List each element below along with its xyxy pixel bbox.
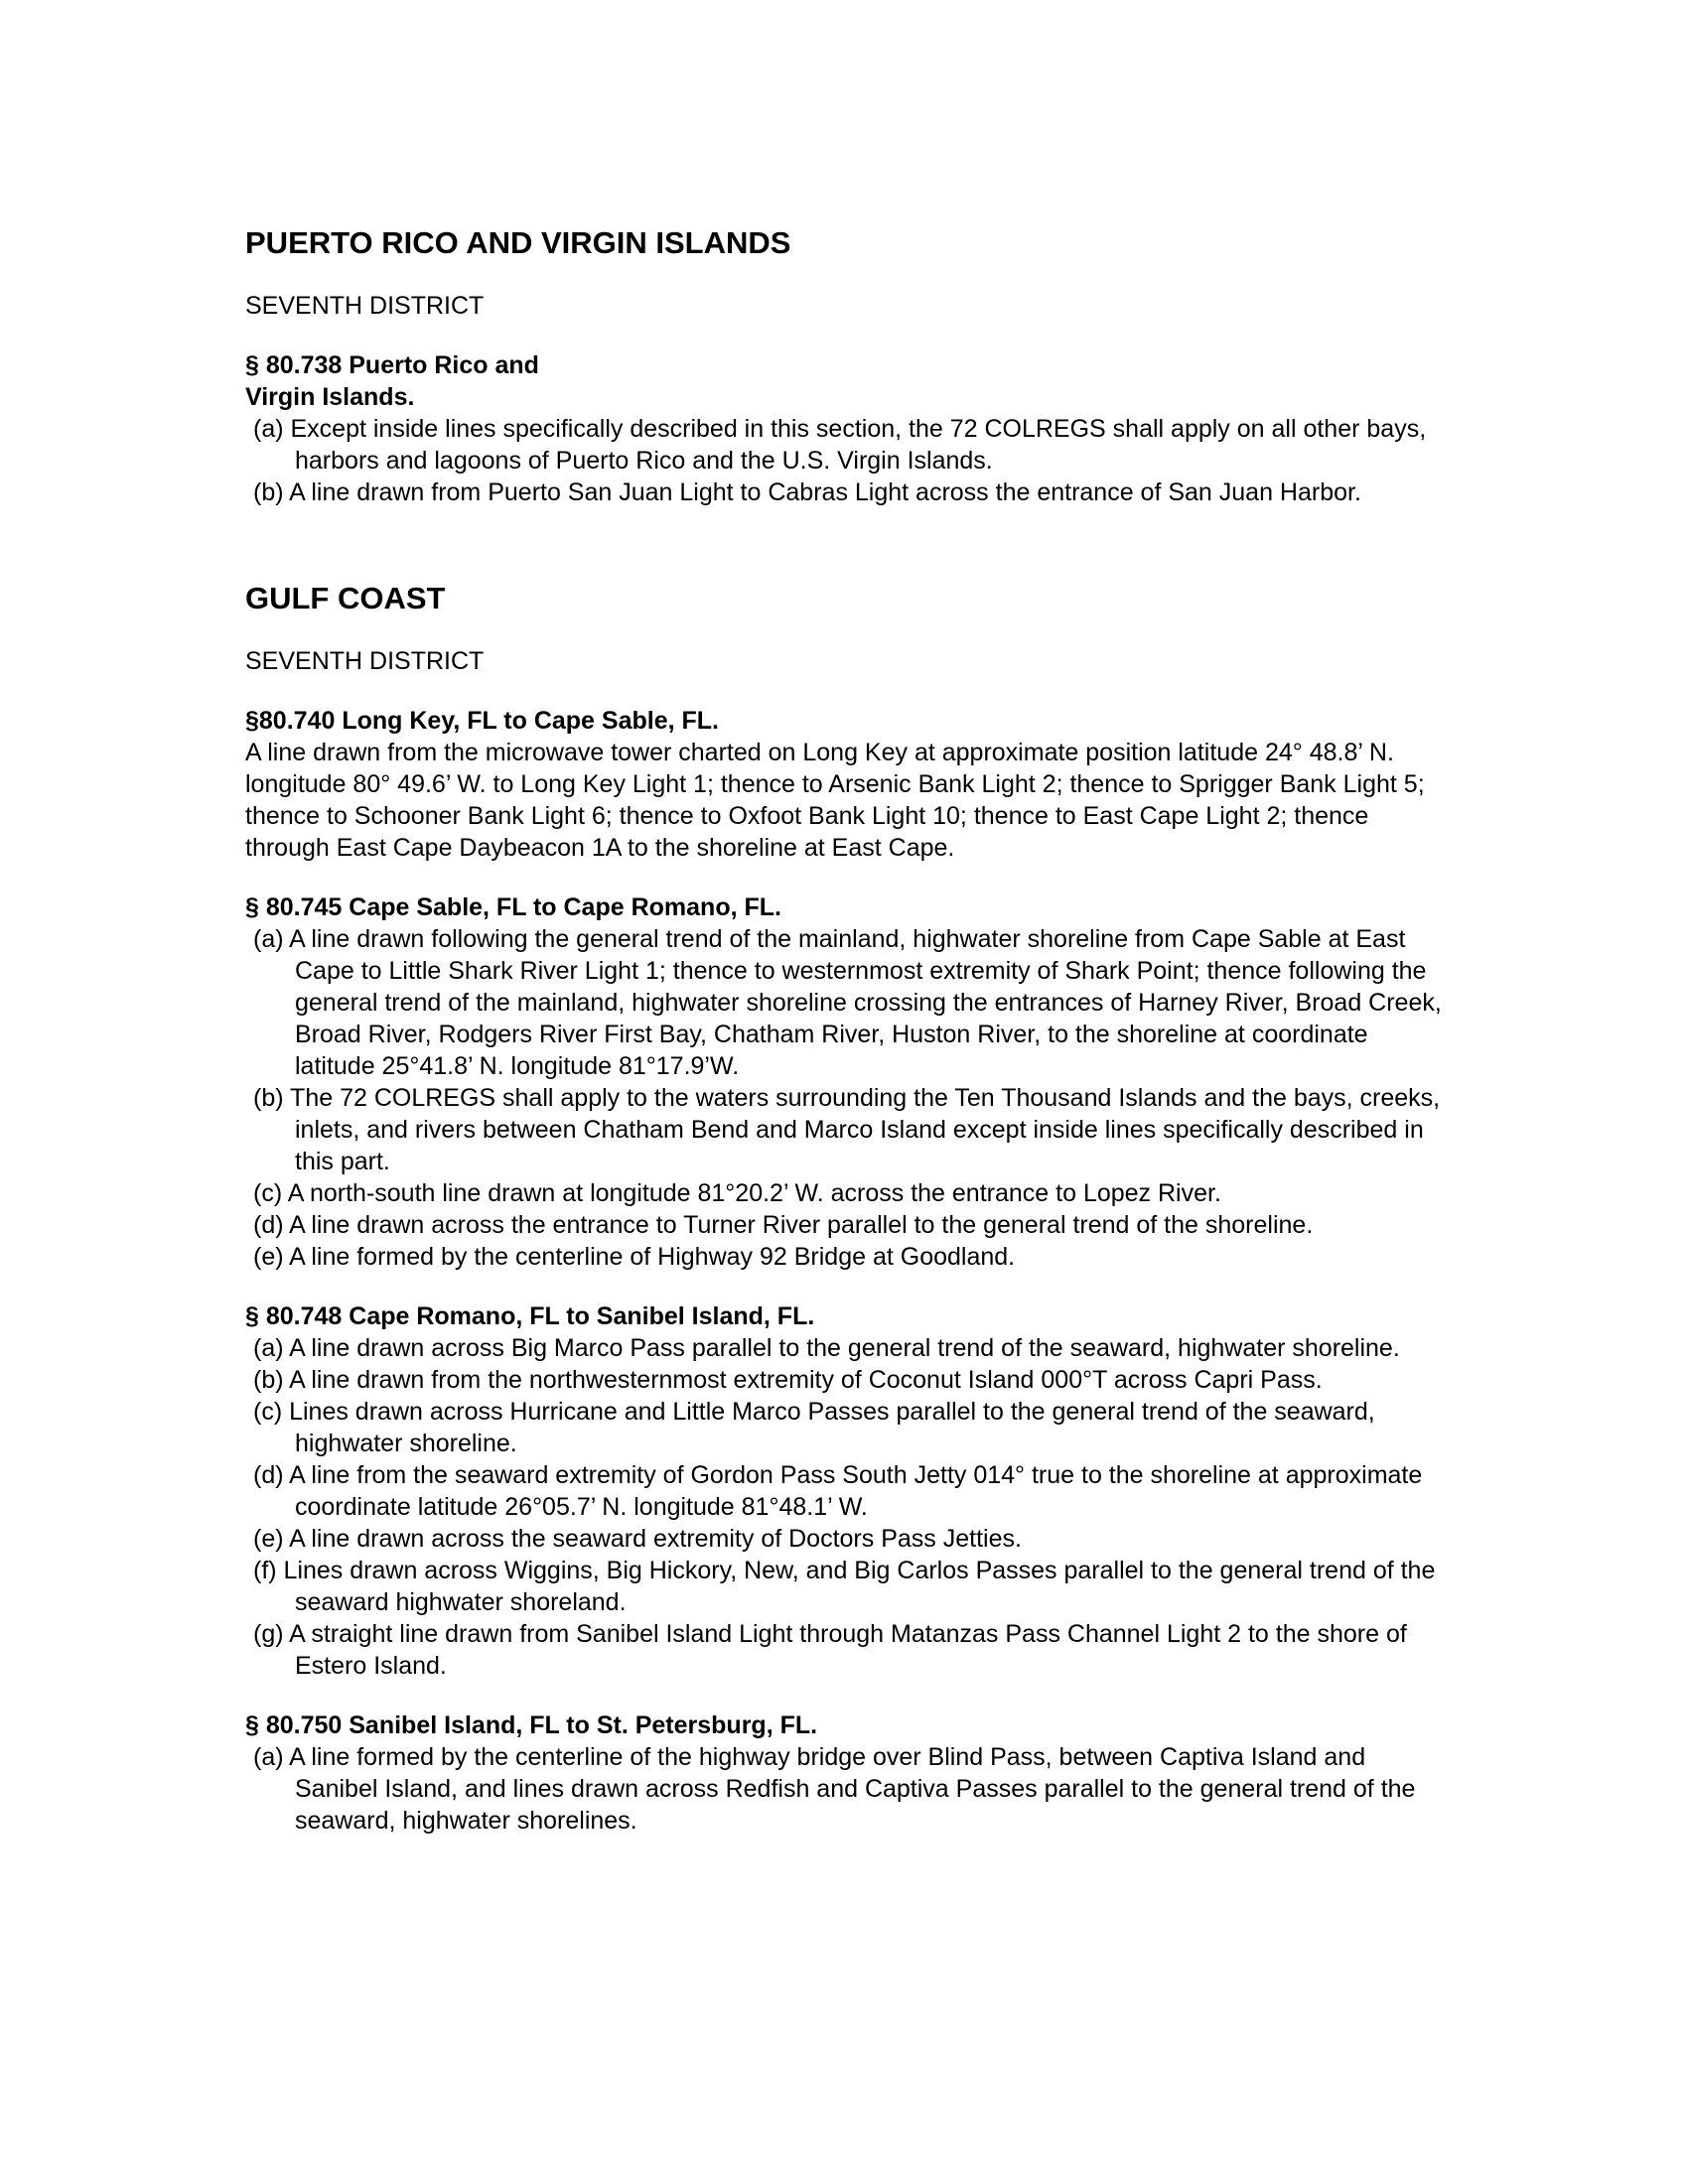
list-item: (f) Lines drawn across Wiggins, Big Hickory, New, and Big Carlos Passes parallel to the general trend of the seaward highwater shoreland. (253, 1557, 1436, 1616)
list-item: (e) A line drawn across the seaward extremity of Doctors Pass Jetties. (253, 1525, 1022, 1553)
region-heading: PUERTO RICO AND VIRGIN ISLANDS (245, 225, 791, 260)
section-title: § 80.750 Sanibel Island, FL to St. Petersburg, FL. (245, 1711, 818, 1739)
list-item: (a) Except inside lines specifically described in this section, the 72 COLREGS shall apply on all other bays, harbors and lagoons of Puerto Rico and the U.S. Virgin Islands. (253, 415, 1427, 475)
section-title: § 80.748 Cape Romano, FL to Sanibel Island, FL. (245, 1302, 815, 1330)
section-title: § 80.745 Cape Sable, FL to Cape Romano, FL. (245, 893, 781, 921)
district-label: SEVENTH DISTRICT (245, 647, 485, 675)
list-item: (b) A line drawn from the northwesternmost extremity of Coconut Island 000°T across Capri Pass. (253, 1366, 1323, 1394)
list-item: (d) A line drawn across the entrance to Turner River parallel to the general trend of the shoreline. (253, 1211, 1314, 1239)
section-title-line: Virgin Islands. (245, 383, 415, 411)
list-item: (d) A line from the seaward extremity of Gordon Pass South Jetty 014° true to the shoreline at approximate coordinate latitude 26°05.7’ N. longitude 81°48.1’ W. (253, 1461, 1423, 1521)
list-item: (g) A straight line drawn from Sanibel Island Light through Matanzas Pass Channel Light 2 to the shore of Estero Island. (253, 1620, 1407, 1680)
list-item: (e) A line formed by the centerline of Highway 92 Bridge at Goodland. (253, 1243, 1016, 1271)
section-80-740 (245, 705, 1447, 864)
list-item: (a) A line drawn following the general trend of the mainland, highwater shoreline from Cape Sable at East Cape to Little Shark River Light 1; thence to westernmost extremity of Shark Point; thence following the general trend of the mainland, highwater shoreline crossing the entrances of Harney River, Broad Creek, Broad River, Rodgers River First Bay, Chatham River, Huston River, to the shoreline at coordinate latitude 25°41.8’ N. longitude 81°17.9’W. (253, 925, 1442, 1080)
district-label: SEVENTH DISTRICT (245, 292, 485, 320)
section-title: §80.740 Long Key, FL to Cape Sable, FL. (245, 707, 719, 735)
document-page (245, 224, 1447, 1837)
section-paragraph: A line drawn from the microwave tower charted on Long Key at approximate position latitude 24° 48.8’ N. longitude 80° 49.6’ W. to Long Key Light 1; thence to Arsenic Bank Light 2; thence to Sprigger Bank Light 5; thence to Schooner Bank Light 6; thence to Oxfoot Bank Light 10; thence to East Cape Light 2; thence through East Cape Daybeacon 1A to the shoreline at East Cape. (245, 739, 1425, 862)
section-80-745 (245, 891, 1447, 1273)
section-80-738 (245, 349, 1447, 508)
list-item: (c) Lines drawn across Hurricane and Little Marco Passes parallel to the general trend of the seaward, highwater shoreline. (253, 1398, 1375, 1457)
list-item: (b) The 72 COLREGS shall apply to the waters surrounding the Ten Thousand Islands and the bays, creeks, inlets, and rivers between Chatham Bend and Marco Island except inside lines specifically described in this part. (253, 1084, 1441, 1175)
list-item: (c) A north-south line drawn at longitude 81°20.2’ W. across the entrance to Lopez River. (253, 1179, 1221, 1207)
section-80-750 (245, 1709, 1447, 1837)
section-title-line: § 80.738 Puerto Rico and (245, 351, 539, 379)
list-item: (b) A line drawn from Puerto San Juan Light to Cabras Light across the entrance of San Juan Harbor. (253, 478, 1361, 506)
section-80-748 (245, 1300, 1447, 1682)
region-puerto-rico (245, 224, 1447, 508)
region-gulf-coast (245, 580, 1447, 1837)
list-item: (a) A line drawn across Big Marco Pass parallel to the general trend of the seaward, highwater shoreline. (253, 1334, 1400, 1362)
list-item: (a) A line formed by the centerline of the highway bridge over Blind Pass, between Captiva Island and Sanibel Island, and lines drawn across Redfish and Captiva Passes parallel to the general trend of the seaward, highwater shorelines. (253, 1743, 1416, 1835)
region-heading: GULF COAST (245, 581, 446, 615)
